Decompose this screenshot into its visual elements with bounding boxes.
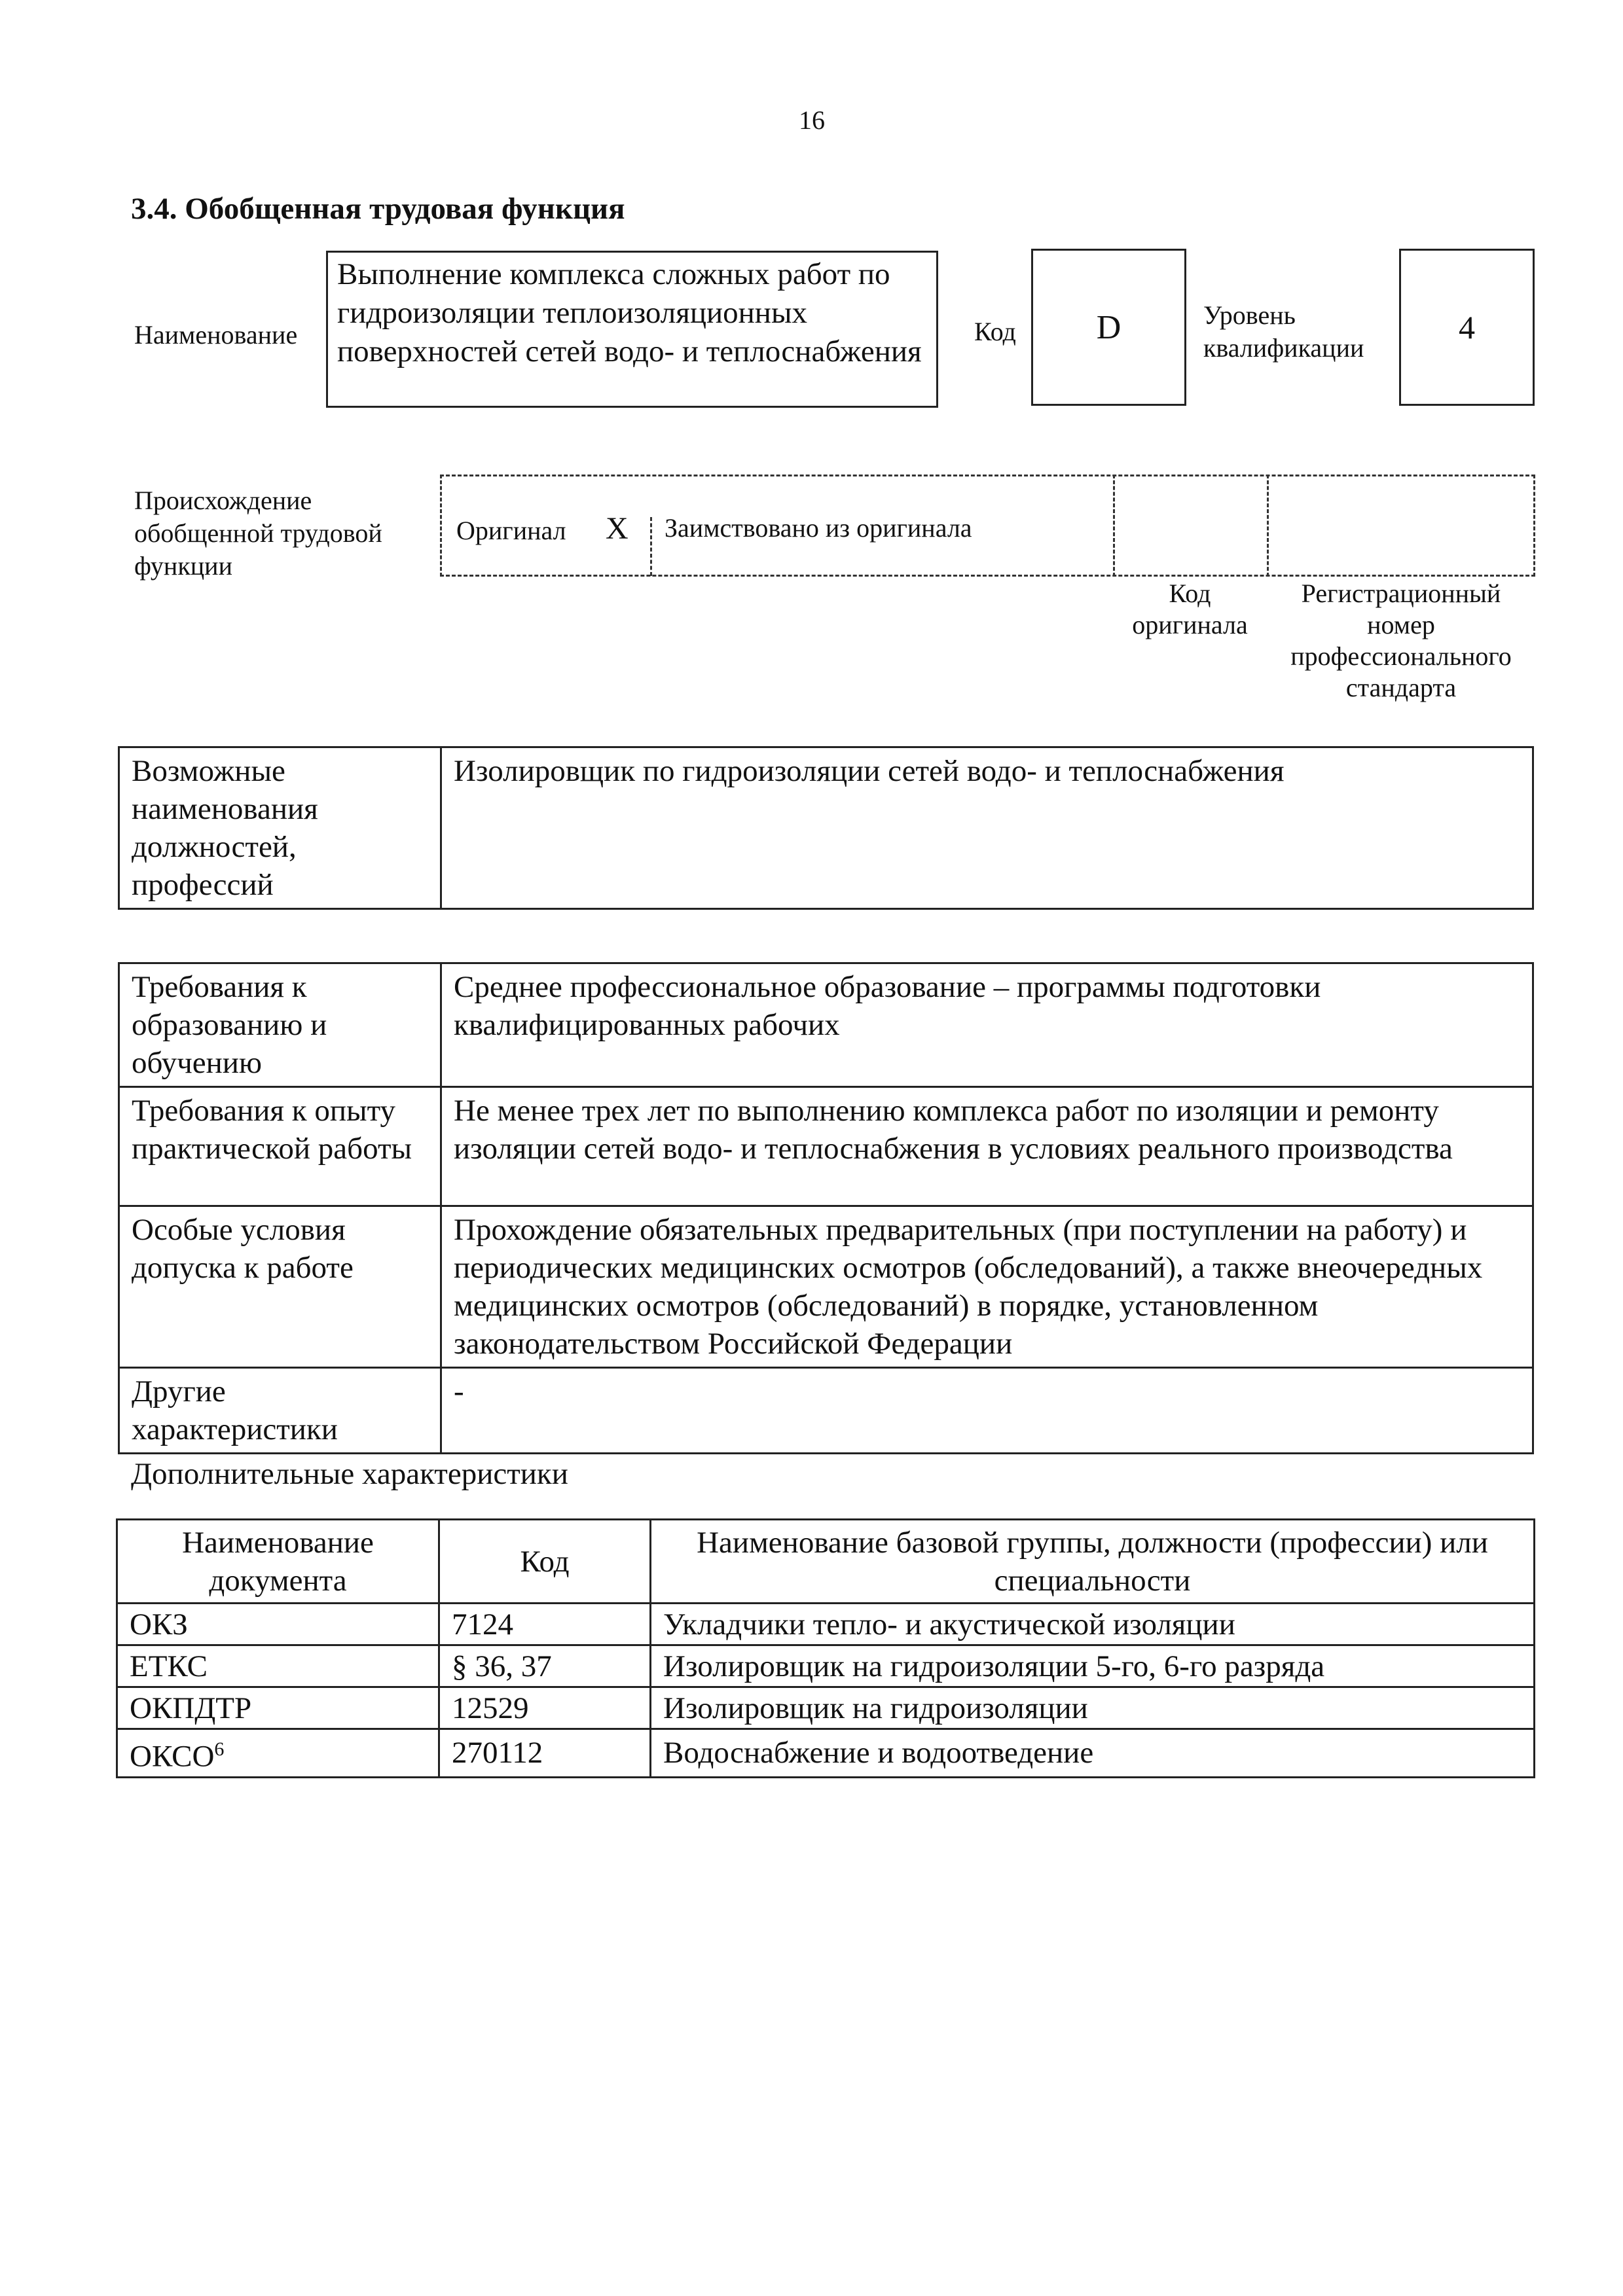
table-header-row [117,1520,1535,1604]
positions-value: Изолировщик по гидроизоляции сетей водо- и теплоснабжения [441,747,1533,909]
origin-kod-line2: оригинала [1132,610,1248,639]
requirements-table [118,962,1534,1454]
page-number: 16 [799,105,825,135]
code-cell: 270112 [439,1729,651,1778]
requirement-label: Требования к образованию и обучению [119,963,441,1087]
origin-reg-caption [1267,578,1535,704]
doc-cell: ЕТКС [117,1645,439,1687]
table-row [119,1368,1533,1454]
requirement-value: Среднее профессиональное образование – программы подготовки квалифицированных рабочих [441,963,1533,1087]
origin-divider [1267,475,1269,577]
code-cell: 12529 [439,1687,651,1729]
requirement-label: Другие характеристики [119,1368,441,1454]
requirement-value: Прохождение обязательных предварительных (при поступлении на работу) и периодических медицинских осмотров (обследований), а также внеочередных медицинских осмотров (обследований) в порядке, установленном законодательством Российской Федерации [441,1206,1533,1368]
uroven-label [1203,299,1364,365]
positions-label: Возможные наименования должностей, профессий [119,747,441,909]
origin-original: Оригинал [456,516,566,545]
origin-reg-line1: Регистрационный [1301,579,1501,608]
code-cell: § 36, 37 [439,1645,651,1687]
name-cell: Изолировщик на гидроизоляции 5-го, 6-го разряда [651,1645,1535,1687]
table-row [117,1604,1535,1645]
origin-label [134,484,382,583]
origin-reg-line2: номер [1367,610,1435,639]
origin-mark: X [606,511,629,546]
uroven-label-line1: Уровень [1203,300,1296,330]
origin-label-line2: обобщенной трудовой [134,518,382,548]
table-row [119,747,1533,909]
positions-table [118,746,1534,910]
origin-reg-line3: профессионального [1290,641,1512,671]
naimenovanie-label: Наименование [134,320,298,350]
column-header: Код [439,1520,651,1604]
kod-value: D [1031,249,1186,406]
doc-cell: ОКПДТР [117,1687,439,1729]
origin-frame [440,475,1535,577]
column-header: Наименование базовой группы, должности (профессии) или специальности [651,1520,1535,1604]
requirement-label: Особые условия допуска к работе [119,1206,441,1368]
additional-table [116,1518,1535,1778]
requirement-label: Требования к опыту практической работы [119,1087,441,1206]
origin-reg-line4: стандарта [1345,673,1457,702]
table-row [117,1645,1535,1687]
table-row [119,1206,1533,1368]
table-row [119,963,1533,1087]
requirement-value: Не менее трех лет по выполнению комплекса работ по изоляции и ремонту изоляции сетей водо- и теплоснабжения в условиях реального производства [441,1087,1533,1206]
doc-cell [117,1729,439,1778]
name-cell: Изолировщик на гидроизоляции [651,1687,1535,1729]
origin-borrowed: Заимствовано из оригинала [665,513,972,543]
uroven-value: 4 [1399,249,1535,406]
requirement-value: - [441,1368,1533,1454]
additional-title: Дополнительные характеристики [131,1457,568,1491]
origin-kod-line1: Код [1169,579,1211,608]
table-row [119,1087,1533,1206]
origin-divider [650,517,652,576]
doc-cell: ОКЗ [117,1604,439,1645]
naimenovanie-value: Выполнение комплекса сложных работ по гидроизоляции теплоизоляционных поверхностей сетей водо- и теплоснабжения [326,251,938,408]
column-header: Наименование документа [117,1520,439,1604]
doc-name: ОКСО [130,1739,215,1774]
table-row [117,1729,1535,1778]
kod-label: Код [974,317,1016,346]
section-title: 3.4. Обобщенная трудовая функция [131,192,625,226]
footnote-mark: 6 [214,1738,225,1760]
table-row [117,1687,1535,1729]
origin-label-line1: Происхождение [134,486,312,515]
code-cell: 7124 [439,1604,651,1645]
origin-kod-caption [1113,578,1267,641]
uroven-label-line2: квалификации [1203,333,1364,363]
origin-divider [1113,475,1115,577]
origin-label-line3: функции [134,551,232,581]
name-cell: Водоснабжение и водоотведение [651,1729,1535,1778]
name-cell: Укладчики тепло- и акустической изоляции [651,1604,1535,1645]
